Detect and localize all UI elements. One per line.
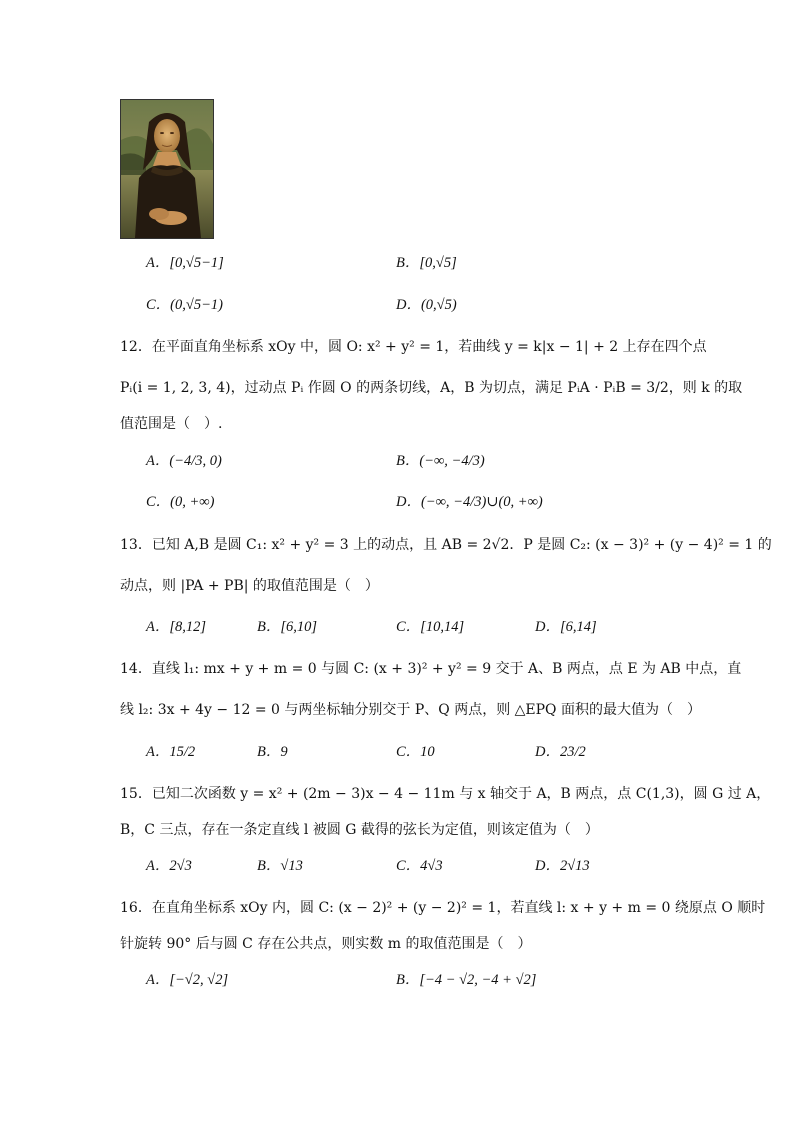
q15-option-a[interactable]: A．2√3 bbox=[146, 858, 192, 874]
q13-option-a[interactable]: A．[8,12] bbox=[146, 619, 207, 635]
q15-option-d[interactable]: D．2√13 bbox=[535, 858, 590, 874]
q12-option-c[interactable]: C．(0, +∞) bbox=[146, 494, 215, 510]
q15-stem-line-2: B，C 三点，存在一条定直线 l 被圆 G 截得的弦长为定值，则该定值为（ ） bbox=[120, 822, 599, 838]
q15-stem-line-1: 15．已知二次函数 y = x² + (2m − 3)x − 4 − 11m 与 x 轴交于 A，B 两点，点 C(1,3)，圆 G 过 A， bbox=[120, 786, 771, 802]
q11-option-a[interactable]: A．[0,√5−1] bbox=[146, 255, 224, 271]
q15-option-c[interactable]: C．4√3 bbox=[396, 858, 443, 874]
portrait-image bbox=[120, 99, 214, 239]
q14-option-b[interactable]: B．9 bbox=[257, 744, 288, 760]
q14-stem-line-1: 14．直线 l₁: mx + y + m = 0 与圆 C: (x + 3)² + y² = 9 交于 A、B 两点，点 E 为 AB 中点，直 bbox=[120, 661, 742, 677]
q16-stem-line-1: 16．在直角坐标系 xOy 内，圆 C: (x − 2)² + (y − 2)² = 1，若直线 l: x + y + m = 0 绕原点 O 顺时 bbox=[120, 900, 766, 916]
q12-stem-line-1: 12．在平面直角坐标系 xOy 中，圆 O: x² + y² = 1，若曲线 y = k|x − 1| + 2 上存在四个点 bbox=[120, 339, 707, 355]
q13-stem-line-2: 动点，则 |PA + PB| 的取值范围是（ ） bbox=[120, 578, 379, 594]
q12-option-d[interactable]: D．(−∞, −4/3)∪(0, +∞) bbox=[396, 494, 543, 510]
q11-option-c[interactable]: C．(0,√5−1) bbox=[146, 297, 223, 313]
q12-stem-line-3: 值范围是（ ）. bbox=[120, 416, 223, 432]
q12-option-b[interactable]: B．(−∞, −4/3) bbox=[396, 453, 485, 469]
q14-option-c[interactable]: C．10 bbox=[396, 744, 435, 760]
q11-option-d[interactable]: D．(0,√5) bbox=[396, 297, 457, 313]
q13-option-b[interactable]: B．[6,10] bbox=[257, 619, 318, 635]
q12-stem-line-2: Pᵢ(i = 1, 2, 3, 4)，过动点 Pᵢ 作圆 O 的两条切线，A，B 为切点，满足 PᵢA · PᵢB = 3/2，则 k 的取 bbox=[120, 380, 743, 396]
q13-stem-line-1: 13．已知 A,B 是圆 C₁: x² + y² = 3 上的动点，且 AB = 2√2．P 是圆 C₂: (x − 3)² + (y − 4)² = 1 的 bbox=[120, 537, 772, 553]
q16-option-a[interactable]: A．[−√2, √2] bbox=[146, 972, 229, 988]
q16-stem-line-2: 针旋转 90° 后与圆 C 存在公共点，则实数 m 的取值范围是（ ） bbox=[120, 936, 532, 952]
q14-option-a[interactable]: A．15/2 bbox=[146, 744, 196, 760]
q11-option-b[interactable]: B．[0,√5] bbox=[396, 255, 457, 271]
q15-option-b[interactable]: B．√13 bbox=[257, 858, 303, 874]
q16-option-b[interactable]: B．[−4 − √2, −4 + √2] bbox=[396, 972, 537, 988]
q14-option-d[interactable]: D．23/2 bbox=[535, 744, 586, 760]
q14-stem-line-2: 线 l₂: 3x + 4y − 12 = 0 与两坐标轴分别交于 P、Q 两点，则 △EPQ 面积的最大值为（ ） bbox=[120, 702, 701, 718]
q12-option-a[interactable]: A．(−4/3, 0) bbox=[146, 453, 222, 469]
q13-option-d[interactable]: D．[6,14] bbox=[535, 619, 597, 635]
q13-option-c[interactable]: C．[10,14] bbox=[396, 619, 465, 635]
